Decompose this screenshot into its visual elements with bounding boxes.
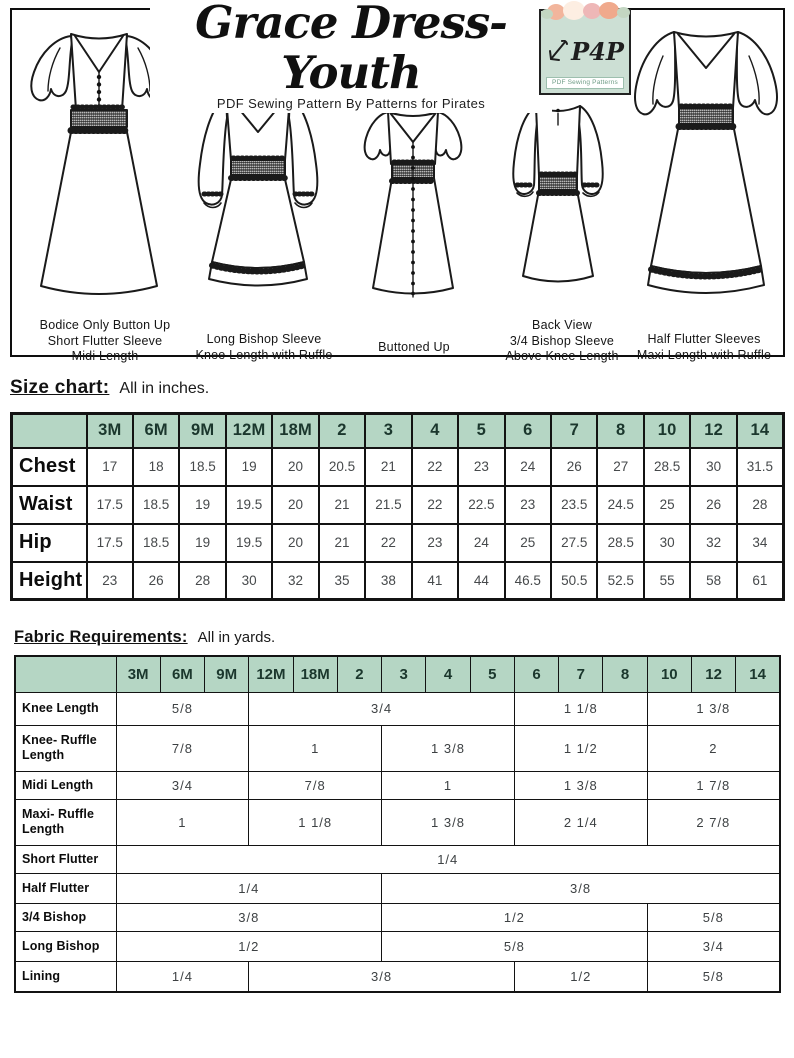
size-cell: 55 [644,562,690,600]
size-column-header: 6M [133,414,179,448]
fabric-yardage-cell: 3/4 [647,931,780,961]
fabric-yardage-cell: 1 [116,799,249,845]
size-cell: 30 [226,562,272,600]
size-column-header: 12M [226,414,272,448]
size-cell: 32 [690,524,736,562]
fabric-yardage-cell: 1 1/8 [514,692,647,725]
fabric-yardage-cell: 7/8 [116,725,249,771]
caption-line: Knee Length with Ruffle [195,347,333,362]
fabric-yardage-cell: 1/2 [514,961,647,992]
size-cell: 44 [458,562,504,600]
size-cell: 19.5 [226,486,272,524]
size-cell: 20.5 [319,448,365,486]
fabric-column-header: 7 [559,656,603,692]
size-cell: 23 [412,524,458,562]
fabric-yardage-cell: 5/8 [116,692,249,725]
flower-icon [563,1,585,20]
caption-line: Half Flutter Sleeves [647,332,761,346]
size-column-header: 12 [690,414,736,448]
size-cell: 26 [551,448,597,486]
fabric-row-label: Short Flutter [15,845,116,873]
size-cell: 24.5 [597,486,643,524]
p4p-logo [539,9,631,95]
size-cell: 21 [319,486,365,524]
size-cell: 46.5 [505,562,551,600]
fabric-yardage-cell: 2 7/8 [647,799,780,845]
fabric-yardage-cell: 1 7/8 [647,771,780,799]
fabric-column-header: 5 [470,656,514,692]
fabric-yardage-cell: 5/8 [647,903,780,931]
fabric-row-label: Long Bishop [15,931,116,961]
fabric-row-label: Knee- Ruffle Length [15,725,116,771]
size-chart-row [12,486,784,524]
caption-line: Back View [532,318,592,332]
size-column-header: 7 [551,414,597,448]
p4p-logo-text: P4P [571,37,624,66]
fabric-row-label: Knee Length [15,692,116,725]
fabric-chart-corner-cell [15,656,116,692]
fabric-column-header: 9M [205,656,249,692]
fabric-chart-row [15,961,780,992]
caption-dress-3 [348,340,480,356]
fabric-yardage-cell: 3/8 [382,873,780,903]
size-cell: 20 [272,486,318,524]
fabric-row-label: 3/4 Bishop [15,903,116,931]
size-cell: 23 [458,448,504,486]
size-column-header: 6 [505,414,551,448]
fabric-chart-row [15,873,780,903]
button-dots [411,145,415,295]
caption-line: Above Knee Length [505,349,619,364]
fabric-row-label: Lining [15,961,116,992]
fabric-yardage-cell: 5/8 [382,931,648,961]
fabric-yardage-cell: 3/4 [249,692,515,725]
fabric-column-header: 12 [691,656,735,692]
size-column-header: 2 [319,414,365,448]
fabric-chart-row [15,845,780,873]
size-cell: 50.5 [551,562,597,600]
page-title: Grace Dress- Youth [195,0,507,100]
fabric-row-label: Maxi- Ruffle Length [15,799,116,845]
size-cell: 28.5 [644,448,690,486]
size-cell: 28.5 [597,524,643,562]
flower-icon [599,2,619,19]
fabric-yardage-cell: 1/4 [116,873,382,903]
caption-dress-1 [12,318,198,365]
fabric-chart-row [15,692,780,725]
size-cell: 18.5 [179,448,225,486]
fabric-yardage-cell: 2 1/4 [514,799,647,845]
size-cell: 17 [87,448,133,486]
dress-buttoned-up-illustration [348,98,478,323]
fabric-yardage-cell: 7/8 [249,771,382,799]
caption-dress-2 [178,332,350,363]
size-cell: 21.5 [365,486,411,524]
fabric-yardage-cell: 1/2 [382,903,648,931]
size-row-label: Chest [12,448,87,486]
size-chart-header-row [12,414,784,448]
fabric-column-header: 12M [249,656,293,692]
size-column-header: 3 [365,414,411,448]
size-chart-heading-note: All in inches. [119,380,210,397]
fabric-yardage-cell: 2 [647,725,780,771]
fabric-yardage-cell: 1 3/8 [382,799,515,845]
fabric-column-header: 6M [160,656,204,692]
size-cell: 23 [87,562,133,600]
size-cell: 22 [412,448,458,486]
size-cell: 22.5 [458,486,504,524]
illustration-box [10,0,785,364]
size-cell: 58 [690,562,736,600]
caption-line: Midi Length [71,349,139,364]
caption-line: 3/4 Bishop Sleeve [509,333,615,348]
size-cell: 19 [179,486,225,524]
fabric-chart-row [15,771,780,799]
size-row-label: Hip [12,524,87,562]
fabric-chart-row [15,903,780,931]
fabric-chart-row [15,931,780,961]
fabric-yardage-cell: 1 1/2 [514,725,647,771]
size-cell: 17.5 [87,524,133,562]
size-column-header: 8 [597,414,643,448]
fabric-chart-heading-text: Fabric Requirements: [14,628,188,646]
size-cell: 30 [690,448,736,486]
fabric-column-header: 14 [736,656,780,692]
size-cell: 27.5 [551,524,597,562]
fabric-yardage-cell: 1/2 [116,931,382,961]
size-cell: 31.5 [737,448,784,486]
size-cell: 32 [272,562,318,600]
fabric-chart-header-row [15,656,780,692]
fabric-column-header: 3 [382,656,426,692]
fabric-yardage-cell: 1 3/8 [514,771,647,799]
fabric-yardage-cell: 3/8 [249,961,515,992]
size-cell: 35 [319,562,365,600]
size-chart-row [12,524,784,562]
size-cell: 19 [226,448,272,486]
size-cell: 52.5 [597,562,643,600]
size-cell: 21 [365,448,411,486]
size-row-label: Height [12,562,87,600]
size-chart-corner-cell [12,414,87,448]
fabric-chart-table-wrap [14,655,781,993]
leaf-icon [617,7,630,18]
fabric-yardage-cell: 5/8 [647,961,780,992]
size-chart-table-wrap [10,412,785,601]
fabric-chart-row [15,799,780,845]
caption-line: Long Bishop Sleeve [206,332,322,346]
size-chart-table [10,412,785,601]
size-cell: 21 [319,524,365,562]
fabric-chart-table [14,655,781,993]
size-cell: 22 [412,486,458,524]
size-column-header: 18M [272,414,318,448]
size-cell: 19.5 [226,524,272,562]
size-cell: 25 [644,486,690,524]
caption-line: Buttoned Up [378,340,450,354]
size-chart-heading-text: Size chart: [10,377,110,398]
size-column-header: 5 [458,414,504,448]
caption-line: Short Flutter Sleeve [47,333,163,348]
fabric-yardage-cell: 1/4 [116,845,780,873]
fabric-row-label: Half Flutter [15,873,116,903]
fabric-chart-heading [14,628,275,647]
size-cell: 18 [133,448,179,486]
dress-maxi-half-flutter-illustration [620,14,792,324]
size-chart-row [12,448,784,486]
fabric-yardage-cell: 1 [249,725,382,771]
fabric-yardage-cell: 1 1/8 [249,799,382,845]
size-cell: 26 [133,562,179,600]
size-cell: 18.5 [133,486,179,524]
fabric-column-header: 6 [514,656,558,692]
caption-line: Bodice Only Button Up [39,318,171,332]
size-column-header: 10 [644,414,690,448]
size-cell: 19 [179,524,225,562]
size-cell: 24 [458,524,504,562]
size-cell: 28 [179,562,225,600]
page-subtitle: PDF Sewing Pattern By Patterns for Pirates [216,95,486,111]
fabric-chart-row [15,725,780,771]
fabric-yardage-cell: 1 [382,771,515,799]
fabric-yardage-cell: 3/4 [116,771,249,799]
size-cell: 28 [737,486,784,524]
fabric-row-label: Midi Length [15,771,116,799]
caption-dress-5 [624,332,784,363]
fabric-column-header: 10 [647,656,691,692]
fabric-yardage-cell: 3/8 [116,903,382,931]
fabric-yardage-cell: 1/4 [116,961,249,992]
fabric-column-header: 8 [603,656,647,692]
size-chart-body [12,448,784,600]
size-cell: 22 [365,524,411,562]
size-cell: 17.5 [87,486,133,524]
size-cell: 18.5 [133,524,179,562]
p4p-logo-tagline: PDF Sewing Patterns [546,77,624,89]
leaf-icon [541,9,553,19]
dress-back-view-illustration [486,90,631,325]
caption-line: Maxi Length with Ruffle [636,347,772,362]
size-cell: 34 [737,524,784,562]
size-column-header: 9M [179,414,225,448]
size-cell: 41 [412,562,458,600]
caption-dress-4 [482,318,642,365]
fabric-column-header: 18M [293,656,337,692]
size-row-label: Waist [12,486,87,524]
size-cell: 25 [505,524,551,562]
fabric-column-header: 3M [116,656,160,692]
size-cell: 27 [597,448,643,486]
fabric-chart-body [15,692,780,992]
size-column-header: 14 [737,414,784,448]
size-cell: 61 [737,562,784,600]
size-cell: 24 [505,448,551,486]
size-column-header: 3M [87,414,133,448]
size-column-header: 4 [412,414,458,448]
p4p-anchor-icon [546,40,568,64]
size-cell: 23.5 [551,486,597,524]
dress-knee-ruffle-long-bishop-illustration [178,80,338,330]
fabric-column-header: 2 [337,656,381,692]
title-block [150,0,552,113]
size-cell: 26 [690,486,736,524]
size-cell: 38 [365,562,411,600]
size-cell: 20 [272,524,318,562]
size-chart-heading [10,377,209,399]
size-cell: 30 [644,524,690,562]
fabric-yardage-cell: 1 3/8 [647,692,780,725]
fabric-chart-heading-note: All in yards. [197,629,276,646]
fabric-column-header: 4 [426,656,470,692]
size-cell: 23 [505,486,551,524]
size-cell: 20 [272,448,318,486]
fabric-yardage-cell: 1 3/8 [382,725,515,771]
size-chart-row [12,562,784,600]
